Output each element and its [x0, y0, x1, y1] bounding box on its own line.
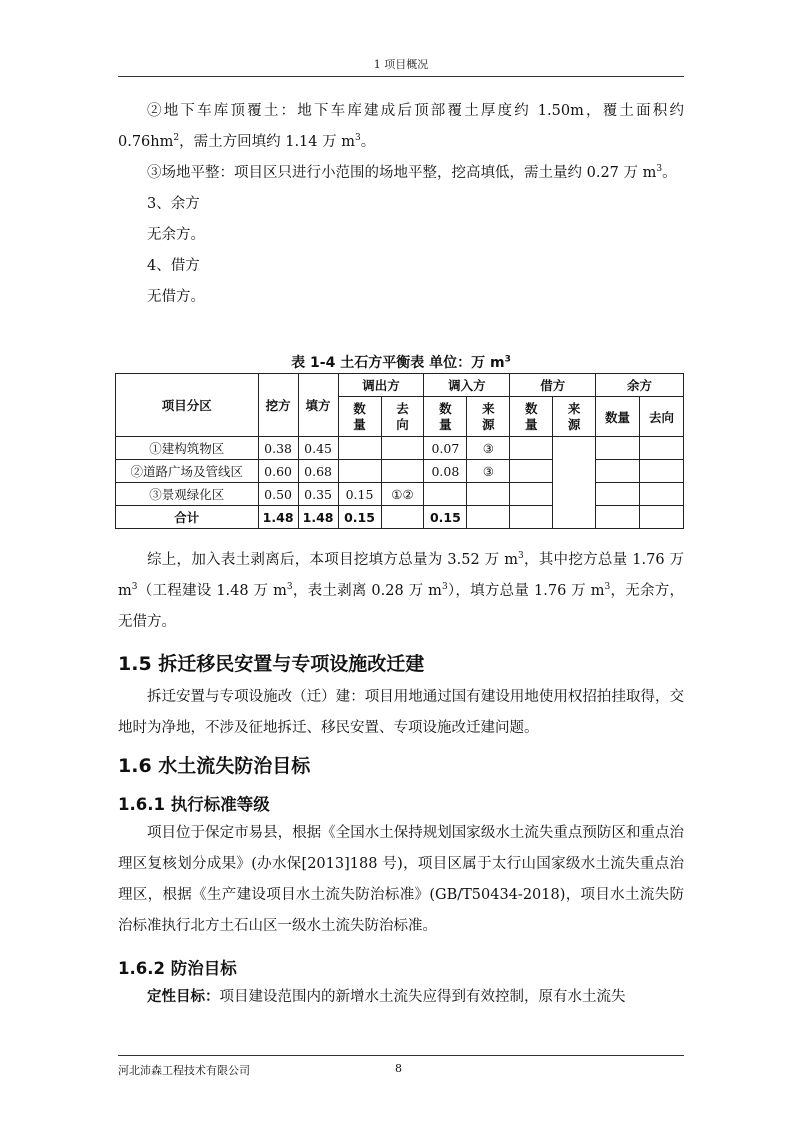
section-1-5-body: [118, 682, 684, 744]
table-caption: 表 1-4 土石方平衡表 单位：万 $m^3$: [291, 354, 511, 371]
col-in: 调入方: [424, 374, 510, 397]
col-borrow-qty: 数 量: [510, 397, 553, 437]
section-1-5-title: 1.5 拆迁移民安置与专项设施改迁建: [118, 653, 425, 675]
table-header-row-1: [116, 374, 684, 397]
footer-company: 河北沛森工程技术有限公司: [118, 1064, 250, 1077]
item-surplus-heading: 3、余方: [147, 196, 200, 212]
col-surplus-qty: 数量: [596, 397, 640, 437]
section-1-6-1-title: 1.6.1 执行标准等级: [118, 795, 270, 814]
table-row: ②道路广场及管线区 0.60 0.68 0.08 ③: [116, 460, 684, 483]
col-in-from: 来 源: [467, 397, 510, 437]
intro-block: [118, 96, 684, 313]
col-in-qty: 数 量: [424, 397, 467, 437]
table-total-row: 合计 1.48 1.48 0.15 0.15: [116, 506, 684, 529]
paragraph-relocation: 拆迁安置与专项设施改（迁）建：项目用地通过国有建设用地使用权招拍挂取得，交地时为净地，不涉及征地拆迁、移民安置、专项设施改迁建问题。: [118, 689, 684, 736]
page-number: 8: [395, 1062, 402, 1075]
table-row: ③景观绿化区 0.50 0.35 0.15 ①②: [116, 483, 684, 506]
running-header: 1 项目概况: [373, 58, 429, 71]
paragraph-standard-level: 项目位于保定市易县，根据《全国水土保持规划国家级水土流失重点预防区和重点治理区复核划分成果》(办水保[2013]188 号)，项目区属于太行山国家级水土流失重点治理区，根据《生产建设项目水土流失防治标准》(GB/T50434-2018)，项目水土流失防治标准执行北方土石山区一级水土流失防治标准。: [118, 825, 684, 934]
col-out: 调出方: [338, 374, 424, 397]
section-1-6-2-title: 1.6.2 防治目标: [118, 959, 237, 978]
earthwork-balance-table: [115, 373, 684, 529]
paragraph-summary: 综上，加入表土剥离后，本项目挖填方总量为 3.52 万 $m^3$，其中挖方总量 1.76 万 $m^3$（工程建设 1.48 万 $m^3$，表土剥离 0.28 万 $m^3$），填方总量 1.76 万 $m^3$，无余方，无借方。: [118, 551, 684, 630]
col-borrow: 借方: [510, 374, 596, 397]
footer-rule: [118, 1055, 684, 1056]
item-borrow-heading: 4、借方: [147, 258, 200, 274]
paragraph-site-leveling: ③场地平整：项目区只进行小范围的场地平整，挖高填低，需土量约 0.27 万 $m^3$。: [147, 164, 677, 181]
table-row: ①建构筑物区 0.38 0.45 0.07 ③: [116, 437, 684, 460]
paragraph-qualitative-goal: 定性目标：项目建设范围内的新增水土流失应得到有效控制，原有水土流失: [147, 989, 626, 1005]
col-out-qty: 数 量: [338, 397, 381, 437]
col-fill: 填方: [298, 374, 338, 437]
item-surplus-text: 无余方。: [147, 227, 205, 243]
col-zone: 项目分区: [116, 374, 259, 437]
col-cut: 挖方: [258, 374, 298, 437]
section-1-6-1-body: [118, 818, 684, 942]
paragraph-underground-garage: ②地下车库顶覆土：地下车库建成后顶部覆土厚度约 1.50m，覆土面积约 $0.76hm^2$，需土方回填约 1.14 万 $m^3$。: [118, 103, 684, 150]
col-surplus: 余方: [596, 374, 684, 397]
col-out-to: 去 向: [381, 397, 424, 437]
section-1-6-2-body: [118, 982, 684, 1013]
header-rule: [118, 76, 684, 77]
item-borrow-text: 无借方。: [147, 289, 205, 305]
borrow-source-merged: [553, 437, 596, 529]
section-1-6-title: 1.6 水土流失防治目标: [118, 755, 311, 777]
col-surplus-to: 去向: [640, 397, 684, 437]
col-borrow-from: 来 源: [553, 397, 596, 437]
summary-block: [118, 545, 684, 638]
